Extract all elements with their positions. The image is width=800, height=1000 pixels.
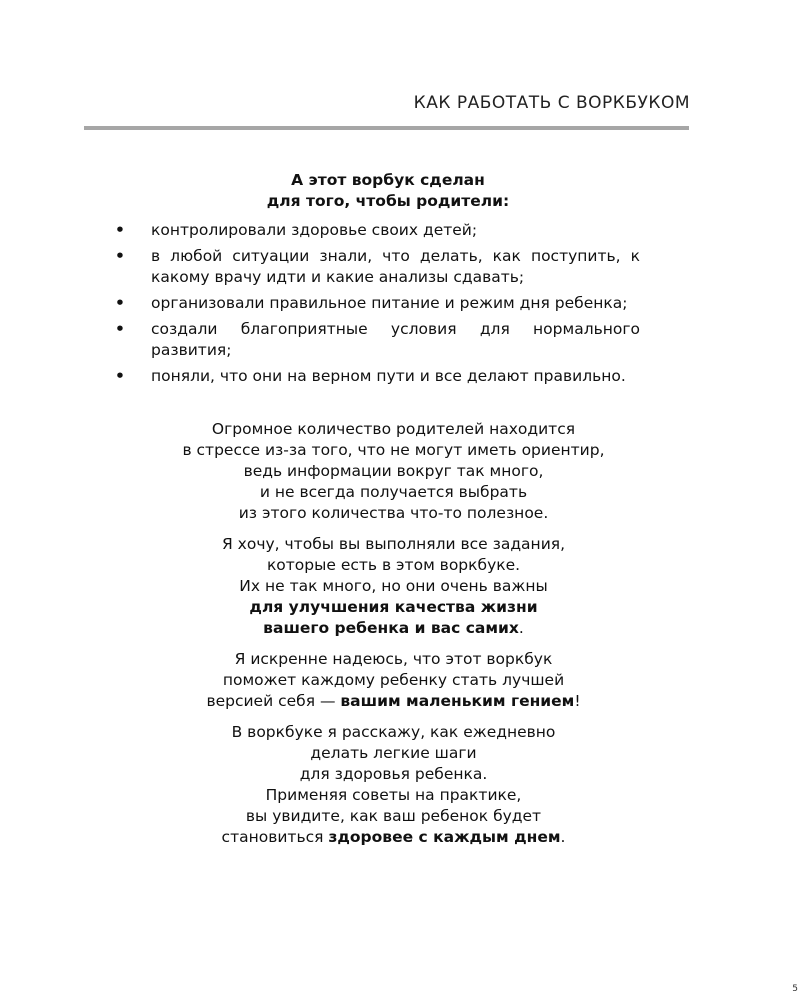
list-item xyxy=(115,246,640,288)
paragraph-line: Огромное количество родителей находится xyxy=(211,420,576,438)
punctuation: . xyxy=(560,828,566,846)
bold-text: для улучшения качества жизни xyxy=(249,598,538,616)
paragraph-line: для здоровья ребенка. xyxy=(299,765,488,783)
paragraph-line-bold xyxy=(87,597,700,618)
intro-heading-line-2: для того, чтобы родители: xyxy=(266,192,510,210)
paragraph-line: Я искренне надеюсь, что этот воркбук xyxy=(234,650,553,668)
punctuation: . xyxy=(518,619,524,637)
page-content xyxy=(100,170,700,858)
bullet-icon: • xyxy=(115,247,125,265)
paragraph-line: в стрессе из-за того, что не могут иметь ориентир, xyxy=(182,441,605,459)
paragraph-line: ведь информации вокруг так много, xyxy=(243,462,544,480)
text-run: становиться xyxy=(221,828,329,846)
bold-text: вашего ребенка и вас самих xyxy=(263,619,519,637)
bold-text: вашим маленьким гением xyxy=(340,692,575,710)
paragraph-line: Применяя советы на практике, xyxy=(265,786,522,804)
page-number: 5 xyxy=(792,984,798,994)
paragraph-line: делать легкие шаги xyxy=(310,744,477,762)
list-item xyxy=(115,319,640,361)
bold-text: здоровее с каждым днем xyxy=(328,828,561,846)
paragraph-daily-steps xyxy=(87,722,700,848)
goals-list xyxy=(115,220,640,387)
paragraph-stress xyxy=(87,419,700,524)
list-item-text: контролировали здоровье своих детей; xyxy=(151,221,478,239)
punctuation: ! xyxy=(574,692,581,710)
paragraph-tasks xyxy=(87,534,700,639)
list-item xyxy=(115,366,640,387)
paragraph-line xyxy=(87,691,700,712)
paragraph-line: поможет каждому ребенку стать лучшей xyxy=(222,671,565,689)
list-item-text: организовали правильное питание и режим дня ребенка; xyxy=(151,294,628,312)
list-item-text: поняли, что они на верном пути и все делают правильно. xyxy=(151,367,626,385)
paragraph-line: Я хочу, чтобы вы выполняли все задания, xyxy=(221,535,566,553)
bullet-icon: • xyxy=(115,294,125,312)
list-item xyxy=(115,220,640,241)
paragraph-line: и не всегда получается выбрать xyxy=(259,483,528,501)
list-item-text: создали благоприятные условия для нормального развития; xyxy=(151,320,640,359)
header-divider xyxy=(84,126,689,130)
bullet-icon: • xyxy=(115,367,125,385)
paragraph-line: вы увидите, как ваш ребенок будет xyxy=(245,807,542,825)
bullet-icon: • xyxy=(115,320,125,338)
list-item-text: в любой ситуации знали, что делать, как поступить, к какому врачу идти и какие анализы сдавать; xyxy=(151,247,640,286)
paragraph-line: Их не так много, но они очень важны xyxy=(239,577,548,595)
text-run: версией себя — xyxy=(206,692,341,710)
list-item xyxy=(115,293,640,314)
paragraph-line: В воркбуке я расскажу, как ежедневно xyxy=(231,723,556,741)
paragraph-line xyxy=(87,618,700,639)
body-paragraphs xyxy=(87,419,700,848)
paragraph-line: которые есть в этом воркбуке. xyxy=(266,556,521,574)
paragraph-line xyxy=(87,827,700,848)
paragraph-line: из этого количества что-то полезное. xyxy=(238,504,549,522)
running-header: КАК РАБОТАТЬ С ВОРКБУКОМ xyxy=(413,93,690,113)
bullet-icon: • xyxy=(115,221,125,239)
intro-heading xyxy=(76,170,700,212)
intro-heading-line-1: А этот ворбук сделан xyxy=(291,171,485,189)
paragraph-hope xyxy=(87,649,700,712)
